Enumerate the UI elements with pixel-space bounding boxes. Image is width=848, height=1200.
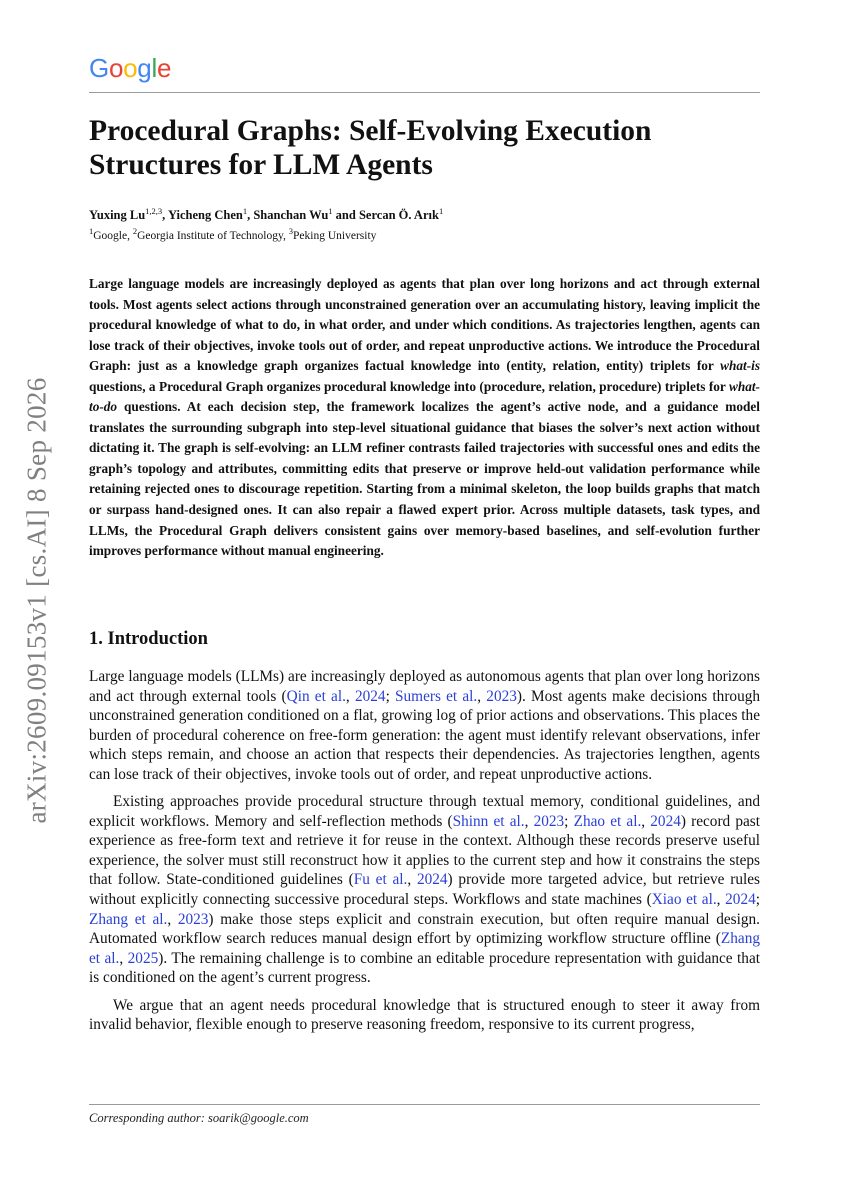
- citation-link[interactable]: Sumers et al.: [395, 687, 478, 705]
- logo-letter: o: [108, 53, 124, 83]
- citation-link[interactable]: Qin et al.: [286, 687, 346, 705]
- affiliation-mark: 2: [132, 226, 138, 236]
- affiliation-mark: 3: [288, 226, 294, 236]
- corresponding-author-note: Corresponding author: soarik@google.com: [89, 1111, 309, 1125]
- paragraph-text: ). Most agents make decisions through unconstrained generation conditioned on a flat, growing log of prior actions and observations. This places the burden of procedural coherence on free-form generation: the agent must identify relevant observations, infer which steps remain, and choose an action that respects their dependencies. As trajectories lengthen, agents can lose track of their objectives, invoke tools out of order, and repeat unproductive actions.: [89, 687, 761, 783]
- abstract-text: questions, a Procedural Graph organizes procedural knowledge into (procedure, relation, procedure) triplets for: [89, 378, 729, 394]
- logo-letter: l: [151, 53, 157, 83]
- paragraph-text: Large language models (LLMs) are increasingly deployed as autonomous agents that plan over long horizons and act through external tools (: [89, 668, 760, 705]
- paragraph: [89, 792, 760, 987]
- logo-letter: e: [156, 53, 172, 83]
- author-separator: ,: [162, 208, 168, 223]
- arxiv-sidebar-stamp: [17, 360, 57, 840]
- author-name: Yuxing Lu: [89, 208, 146, 223]
- affiliation-mark: 1: [89, 226, 94, 236]
- abstract-emphasis: what-is: [720, 358, 760, 374]
- paragraph-text: Existing approaches provide procedural structure through textual memory, conditional guidelines, and explicit workflows. Memory and self-reflection methods (: [89, 793, 760, 830]
- logo-letter: g: [137, 53, 152, 83]
- paragraph: [89, 667, 760, 784]
- citation-link[interactable]: 2024: [354, 687, 386, 705]
- paragraph-text: ,: [716, 891, 726, 909]
- citation-link[interactable]: 2023: [533, 812, 565, 830]
- abstract-text: Large language models are increasingly deployed as agents that plan over long horizons and act through external tools. Most agents select actions through unconstrained generation over an accumulating history, leaving implicit the procedural knowledge of what to do, in what order, and under which conditions. As trajectories lengthen, agents can lose track of their objectives, invoke tools out of order, and repeat unproductive actions. We introduce the Procedural Graph: just as a knowledge graph organizes factual knowledge into (entity, relation, entity) triplets for: [89, 276, 760, 374]
- author-affiliation-mark: 1: [328, 206, 333, 216]
- author-affiliation-mark: 1: [438, 206, 444, 216]
- abstract-emphasis: what-to-do: [89, 378, 760, 415]
- affiliation-name: Google: [93, 229, 128, 242]
- affiliation-separator: ,: [127, 229, 133, 242]
- affiliation-name: Peking University: [293, 229, 377, 242]
- citation-link[interactable]: Fu et al.: [353, 871, 408, 889]
- paragraph-text: ,: [167, 910, 178, 928]
- citation-link[interactable]: 2023: [177, 910, 209, 928]
- author-name: Yicheng Chen: [167, 208, 243, 223]
- logo-letter: o: [123, 53, 138, 83]
- author-separator: ,: [247, 208, 254, 223]
- paper-title: Procedural Graphs: Self-Evolving Execution Structures for LLM Agents: [89, 115, 652, 181]
- author-list: [89, 206, 443, 223]
- paragraph-text: ) record past experience as free-form text and retrieve it for reuse in the context. Although these records preserve useful experience, the solver must still reconstruct how it applies to the current step and how it constrains the steps that follow. State-conditioned guidelines (: [89, 812, 760, 889]
- author-separator: and: [332, 208, 359, 223]
- citation-link[interactable]: Zhao et al.: [573, 812, 642, 830]
- author-affiliation-mark: 1,2,3: [145, 206, 163, 216]
- section-heading-introduction: 1. Introduction: [89, 629, 208, 649]
- citation-link[interactable]: 2024: [416, 871, 448, 889]
- author-name: Sercan Ö. Arık: [358, 208, 439, 223]
- paragraph-text: ,: [407, 871, 417, 889]
- paragraph-text: ;: [755, 891, 760, 909]
- paragraph-text: ). The remaining challenge is to combine an editable procedure representation with guidance that is conditioned on the agent’s current progress.: [89, 949, 760, 987]
- arxiv-identifier: arXiv:2609.09153v1 [cs.AI] 8 Sep 2026: [21, 376, 52, 824]
- paragraph-text: ,: [119, 949, 128, 967]
- paragraph-text: ) provide more targeted advice, but retrieve rules without explicitly connecting successive procedural steps. Workflows and state machines (: [89, 871, 760, 909]
- citation-link[interactable]: Xiao et al.: [651, 891, 717, 909]
- paragraph-text: ,: [641, 812, 651, 830]
- paragraph-text: ) make those steps explicit and constrain execution, but often require manual design. Automated workflow search reduces manual design effort by optimizing workflow structure offline (: [89, 910, 760, 948]
- paragraph-text: ,: [524, 812, 534, 830]
- google-logo: [89, 55, 171, 81]
- paragraph-text: ;: [385, 687, 396, 705]
- introduction-body: [89, 667, 760, 1043]
- citation-link[interactable]: 2023: [486, 687, 517, 705]
- citation-link[interactable]: Shinn et al.: [452, 812, 525, 830]
- paragraph-text: ;: [564, 812, 574, 830]
- paragraph: [89, 996, 760, 1035]
- author-affiliation-mark: 1: [242, 206, 248, 216]
- footnote-rule: [89, 1104, 760, 1105]
- paragraph-text: ,: [477, 687, 487, 705]
- abstract: [89, 274, 760, 562]
- paragraph-text: ,: [345, 687, 355, 705]
- citation-link[interactable]: Zhang et al.: [89, 930, 760, 967]
- citation-link[interactable]: Zhang et al.: [89, 910, 168, 928]
- abstract-text: questions. At each decision step, the framework localizes the agent’s active node, and a guidance model translates the surrounding subgraph into step-level situational guidance that biases the solver’s next action without dictating it. The graph is self-evolving: an LLM refiner contrasts failed trajectories with successful ones and edits the graph’s topology and attributes, committing edits that preserve or improve held-out validation performance while retaining rejected ones to discourage repetition. Starting from a minimal skeleton, the loop builds graphs that match or surpass hand-designed ones. It can also repair a flawed expert prior. Across multiple datasets, task types, and LLMs, the Procedural Graph delivers consistent gains over memory-based baselines, and self-evolution further improves performance without manual engineering.: [89, 399, 760, 559]
- affiliation-list: [89, 226, 376, 242]
- paragraph-text: We argue that an agent needs procedural knowledge that is structured enough to steer it away from invalid behavior, flexible enough to preserve reasoning freedom, responsive to its current progress,: [89, 996, 760, 1034]
- affiliation-separator: ,: [283, 229, 289, 242]
- citation-link[interactable]: 2025: [127, 949, 159, 967]
- author-name: Shanchan Wu: [253, 208, 329, 223]
- citation-link[interactable]: 2024: [650, 812, 681, 830]
- logo-letter: G: [89, 53, 109, 83]
- affiliation-name: Georgia Institute of Technology: [137, 229, 284, 242]
- citation-link[interactable]: 2024: [725, 891, 756, 909]
- header-rule: [89, 92, 760, 93]
